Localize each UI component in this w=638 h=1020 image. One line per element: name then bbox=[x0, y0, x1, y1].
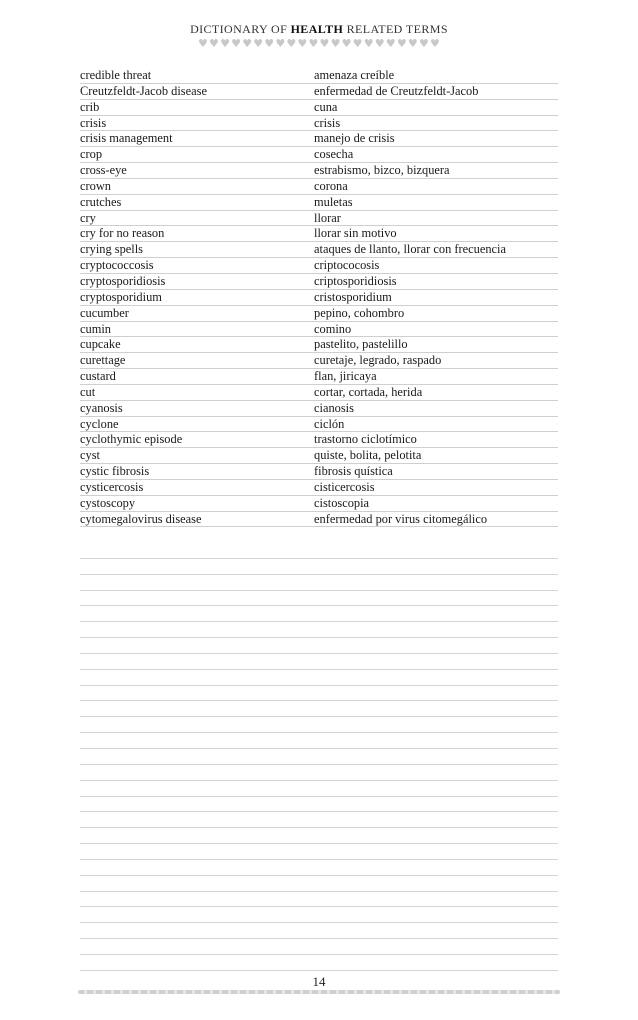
heart-icon: ♥ bbox=[407, 37, 418, 50]
blank-line bbox=[80, 781, 558, 797]
blank-line bbox=[80, 686, 558, 702]
spanish-term: comino bbox=[314, 321, 352, 336]
spanish-term: enfermedad por virus citomegálico bbox=[314, 511, 488, 526]
english-term: cryptosporidiosis bbox=[80, 273, 166, 288]
heart-icon: ♥ bbox=[418, 37, 429, 50]
heart-icon: ♥ bbox=[385, 37, 396, 50]
heart-icon: ♥ bbox=[198, 37, 208, 50]
spanish-term: crisis bbox=[314, 115, 341, 130]
english-term: cumin bbox=[80, 321, 111, 336]
heart-icon: ♥ bbox=[231, 37, 242, 50]
spanish-term: trastorno ciclotímico bbox=[314, 432, 417, 447]
spanish-term: enfermedad de Creutzfeldt-Jacob bbox=[314, 83, 479, 98]
blank-line bbox=[80, 543, 558, 559]
blank-line bbox=[80, 892, 558, 908]
english-term: cucumber bbox=[80, 305, 129, 320]
blank-line bbox=[80, 797, 558, 813]
table-row bbox=[80, 385, 558, 401]
english-term: cyclone bbox=[80, 416, 119, 431]
english-term: curettage bbox=[80, 353, 126, 368]
table-row bbox=[80, 258, 558, 274]
header-title-pre: DICTIONARY OF bbox=[190, 22, 291, 36]
heart-icon: ♥ bbox=[363, 37, 374, 50]
page-number: 14 bbox=[312, 974, 326, 989]
blank-line bbox=[80, 955, 558, 971]
english-term: cryptosporidium bbox=[80, 289, 162, 304]
table-row bbox=[80, 147, 558, 163]
table-row bbox=[80, 290, 558, 306]
heart-icon: ♥ bbox=[341, 37, 352, 50]
table-row bbox=[80, 401, 558, 417]
table-row bbox=[80, 306, 558, 322]
table-row bbox=[80, 226, 558, 242]
table-row bbox=[80, 322, 558, 338]
english-term: crop bbox=[80, 147, 103, 162]
spanish-term: manejo de crisis bbox=[314, 131, 395, 146]
heart-icon: ♥ bbox=[429, 37, 440, 50]
heart-icon: ♥ bbox=[220, 37, 230, 50]
heart-icon: ♥ bbox=[297, 37, 308, 50]
english-term: Creutzfeldt-Jacob disease bbox=[80, 83, 207, 98]
table-row bbox=[80, 68, 558, 84]
blank-line bbox=[80, 812, 558, 828]
english-term: cyclothymic episode bbox=[80, 432, 183, 447]
heart-icon: ♥ bbox=[286, 37, 297, 50]
spanish-term: pastelito, pastelillo bbox=[314, 337, 408, 352]
table-row bbox=[80, 496, 558, 512]
blank-line bbox=[80, 828, 558, 844]
header-heart-border bbox=[198, 37, 440, 51]
blank-line bbox=[80, 749, 558, 765]
blank-line bbox=[80, 907, 558, 923]
blank-line bbox=[80, 701, 558, 717]
table-row bbox=[80, 242, 558, 258]
blank-line bbox=[80, 923, 558, 939]
english-term: cysticercosis bbox=[80, 479, 144, 494]
english-term: crisis management bbox=[80, 131, 173, 146]
blank-line bbox=[80, 654, 558, 670]
spanish-term: fibrosis quística bbox=[314, 464, 393, 479]
table-row bbox=[80, 274, 558, 290]
blank-line bbox=[80, 575, 558, 591]
dictionary-table bbox=[80, 68, 558, 527]
table-row bbox=[80, 448, 558, 464]
blank-line bbox=[80, 622, 558, 638]
spanish-term: ataques de llanto, llorar con frecuencia bbox=[314, 242, 506, 257]
english-term: cystoscopy bbox=[80, 495, 136, 510]
blank-line bbox=[80, 876, 558, 892]
table-row bbox=[80, 432, 558, 448]
english-term: crutches bbox=[80, 194, 122, 209]
heart-icon: ♥ bbox=[242, 37, 253, 50]
spanish-term: pepino, cohombro bbox=[314, 305, 405, 320]
blank-line bbox=[80, 559, 558, 575]
english-term: cry bbox=[80, 210, 96, 225]
heart-icon: ♥ bbox=[352, 37, 363, 50]
spanish-term: cristosporidium bbox=[314, 289, 392, 304]
heart-icon: ♥ bbox=[275, 37, 286, 50]
blank-line bbox=[80, 765, 558, 781]
spanish-term: estrabismo, bizco, bizquera bbox=[314, 163, 450, 178]
table-row bbox=[80, 195, 558, 211]
heart-icon: ♥ bbox=[330, 37, 341, 50]
table-row bbox=[80, 84, 558, 100]
heart-icon: ♥ bbox=[319, 37, 330, 50]
spanish-term: curetaje, legrado, raspado bbox=[314, 353, 442, 368]
heart-icon: ♥ bbox=[264, 37, 275, 50]
blank-line bbox=[80, 717, 558, 733]
table-row bbox=[80, 353, 558, 369]
english-term: cupcake bbox=[80, 337, 121, 352]
heart-icon: ♥ bbox=[396, 37, 407, 50]
table-row bbox=[80, 337, 558, 353]
english-term: crying spells bbox=[80, 242, 143, 257]
table-row bbox=[80, 131, 558, 147]
english-term: custard bbox=[80, 369, 116, 384]
table-row bbox=[80, 163, 558, 179]
english-term: crown bbox=[80, 178, 111, 193]
heart-icon: ♥ bbox=[209, 37, 219, 50]
english-term: cryptococcosis bbox=[80, 258, 154, 273]
english-term: cry for no reason bbox=[80, 226, 165, 241]
spanish-term: corona bbox=[314, 178, 348, 193]
spanish-term: llorar bbox=[314, 210, 341, 225]
table-row bbox=[80, 211, 558, 227]
blank-line bbox=[80, 591, 558, 607]
table-row bbox=[80, 464, 558, 480]
english-term: cyst bbox=[80, 448, 100, 463]
header-title-post: RELATED TERMS bbox=[343, 22, 448, 36]
footer-rule bbox=[78, 990, 560, 994]
blank-note-lines bbox=[80, 543, 558, 971]
english-term: cross-eye bbox=[80, 163, 127, 178]
blank-line bbox=[80, 606, 558, 622]
english-term: cystic fibrosis bbox=[80, 464, 150, 479]
heart-icon: ♥ bbox=[308, 37, 319, 50]
english-term: crisis bbox=[80, 115, 107, 130]
spanish-term: cosecha bbox=[314, 147, 354, 162]
page-header bbox=[0, 22, 638, 37]
header-title-bold: HEALTH bbox=[290, 22, 344, 36]
spanish-term: quiste, bolita, pelotita bbox=[314, 448, 422, 463]
blank-line bbox=[80, 939, 558, 955]
table-row bbox=[80, 100, 558, 116]
table-row bbox=[80, 512, 558, 528]
table-row bbox=[80, 480, 558, 496]
spanish-term: cistoscopia bbox=[314, 495, 370, 510]
english-term: credible threat bbox=[80, 68, 152, 82]
blank-line bbox=[80, 670, 558, 686]
heart-icon: ♥ bbox=[253, 37, 264, 50]
table-row bbox=[80, 179, 558, 195]
spanish-term: ciclón bbox=[314, 416, 345, 431]
blank-line bbox=[80, 860, 558, 876]
blank-line bbox=[80, 844, 558, 860]
english-term: cut bbox=[80, 384, 96, 399]
english-term: crib bbox=[80, 99, 100, 114]
spanish-term: criptosporidiosis bbox=[314, 273, 397, 288]
table-row bbox=[80, 417, 558, 433]
spanish-term: flan, jiricaya bbox=[314, 369, 377, 384]
table-row bbox=[80, 116, 558, 132]
spanish-term: llorar sin motivo bbox=[314, 226, 397, 241]
spanish-term: cianosis bbox=[314, 400, 354, 415]
spanish-term: cortar, cortada, herida bbox=[314, 384, 423, 399]
spanish-term: amenaza creíble bbox=[314, 68, 395, 82]
english-term: cyanosis bbox=[80, 400, 123, 415]
spanish-term: cuna bbox=[314, 99, 338, 114]
heart-icon: ♥ bbox=[374, 37, 385, 50]
spanish-term: muletas bbox=[314, 194, 353, 209]
blank-line bbox=[80, 733, 558, 749]
spanish-term: cisticercosis bbox=[314, 479, 375, 494]
blank-line bbox=[80, 638, 558, 654]
english-term: cytomegalovirus disease bbox=[80, 511, 202, 526]
table-row bbox=[80, 369, 558, 385]
spanish-term: criptococosis bbox=[314, 258, 380, 273]
